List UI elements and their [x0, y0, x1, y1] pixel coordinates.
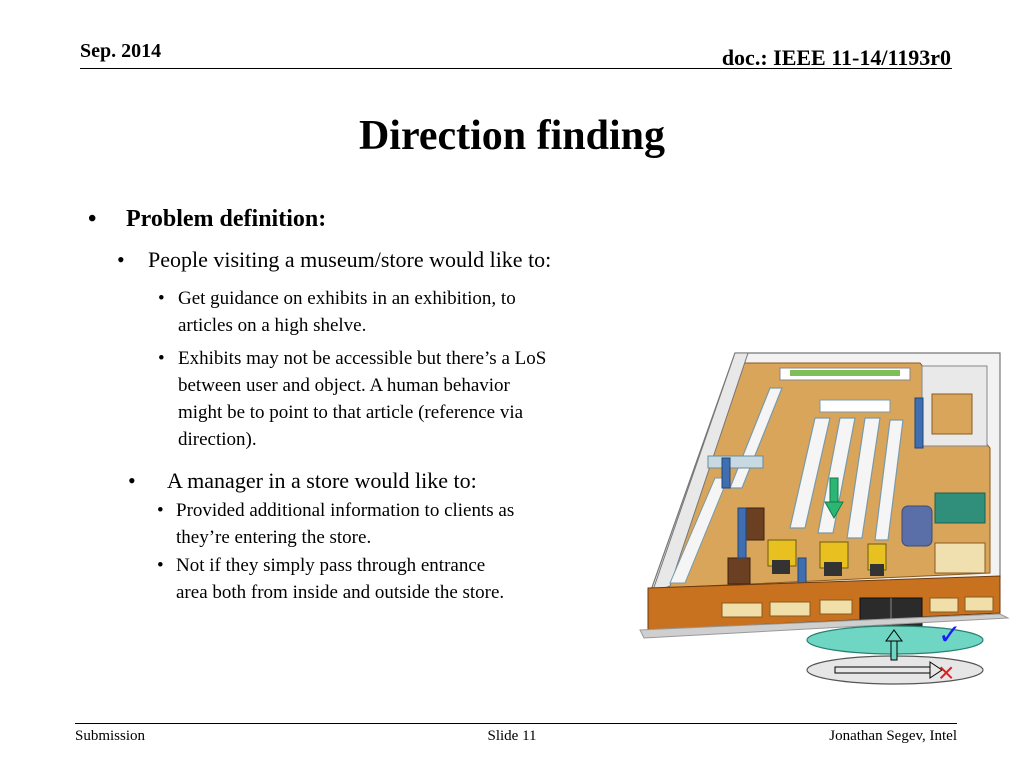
bullet-dot: • — [158, 348, 165, 369]
counter-display — [902, 506, 932, 546]
bullet-dot: • — [88, 206, 97, 232]
manager-item-1 — [176, 497, 514, 551]
right-display-shelf — [935, 543, 985, 573]
bullet-dot: • — [117, 247, 125, 272]
text-line: might be to point to that article (reference via — [178, 402, 524, 423]
text-line: articles on a high shelve. — [178, 315, 367, 336]
footer-submission: Submission — [75, 728, 146, 744]
footer-author: Jonathan Segev, Intel — [829, 728, 957, 744]
bullet-dot: • — [158, 288, 165, 309]
text-line: area both from inside and outside the store. — [176, 582, 505, 603]
aisle-header — [820, 400, 890, 412]
bullet-dot: • — [157, 500, 164, 521]
cabinet — [728, 558, 750, 584]
text-line: Get guidance on exhibits in an exhibition, to — [178, 288, 516, 309]
text-line: Provided additional information to clients as — [176, 500, 515, 521]
people-bullet-text: People visiting a museum/store would like to: — [148, 247, 552, 272]
footer-divider — [75, 723, 957, 724]
text-line: Exhibits may not be accessible but there’s a LoS — [178, 348, 547, 369]
store-floorplan-illustration — [630, 348, 1010, 690]
cross-icon: × — [938, 657, 955, 688]
header-divider — [80, 68, 952, 69]
left-shelf — [708, 456, 763, 468]
manager-bullet-text: A manager in a store would like to: — [167, 468, 477, 493]
header-doc-id: doc.: IEEE 11-14/1193r0 — [721, 45, 951, 70]
header-date: Sep. 2014 — [80, 40, 162, 62]
manager-item-2 — [176, 552, 504, 606]
bullet-dot: • — [128, 468, 136, 493]
bullet-dot: • — [157, 555, 164, 576]
right-room-floor — [932, 394, 972, 434]
text-line: Not if they simply pass through entrance — [176, 555, 486, 576]
text-line: they’re entering the store. — [176, 527, 372, 548]
people-item-1 — [178, 285, 516, 339]
check-icon: ✓ — [938, 619, 962, 650]
people-item-2 — [178, 345, 546, 453]
problem-definition-heading: Problem definition: — [126, 206, 327, 232]
slide-title: Direction finding — [358, 113, 666, 159]
text-line: between user and object. A human behavior — [178, 375, 510, 396]
back-shelf-goods — [790, 370, 900, 376]
checkout-counter — [935, 493, 985, 523]
text-line: direction). — [178, 429, 257, 450]
footer-slide-number: Slide 11 — [487, 728, 537, 744]
